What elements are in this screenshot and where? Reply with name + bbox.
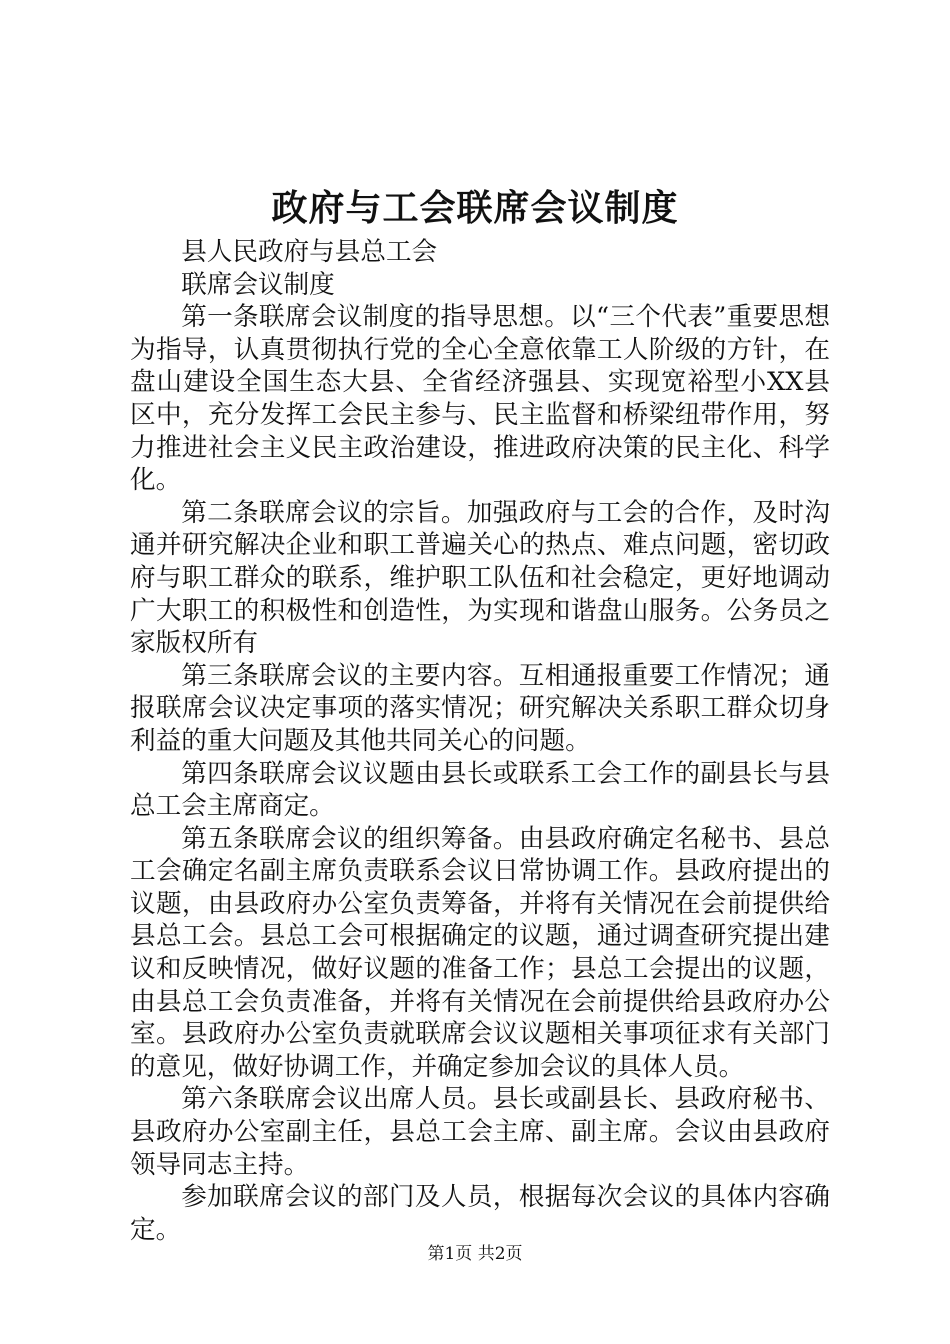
document-title: 政府与工会联席会议制度 (271, 187, 679, 229)
paragraph-participants: 参加联席会议的部门及人员，根据每次会议的具体内容确定。 (130, 1182, 830, 1245)
document-body (130, 236, 830, 1246)
paragraph-article-6: 第六条联席会议出席人员。县长或副县长、县政府秘书、县政府办公室副主任，县总工会主席、副主席。会议由县政府领导同志主持。 (130, 1084, 830, 1180)
paragraph-subtitle-1: 县人民政府与县总工会 (181, 237, 438, 267)
paragraph-article-4: 第四条联席会议议题由县长或联系工会工作的副县长与县总工会主席商定。 (130, 758, 830, 822)
paragraph-article-1: 第一条联席会议制度的指导思想。以“三个代表”重要思想为指导，认真贯彻执行党的全心全意依靠工人阶级的方针，在盘山建设全国生态大县、全省经济强县、实现宽裕型小XX县区中，充分发挥工会民主参与、民主监督和桥梁纽带作用，努力推进社会主义民主政治建设，推进政府决策的民主化、科学化。 (130, 302, 830, 496)
paragraph-article-3: 第三条联席会议的主要内容。互相通报重要工作情况；通报联席会议决定事项的落实情况；研究解决关系职工群众切身利益的重大问题及其他共同关心的问题。 (130, 660, 830, 756)
paragraph-subtitle-2: 联席会议制度 (181, 269, 335, 300)
paragraph-article-5: 第五条联席会议的组织筹备。由县政府确定名秘书、县总工会确定名副主席负责联系会议日常协调工作。县政府提出的议题，由县政府办公室负责筹备，并将有关情况在会前提供给县总工会。县总工会可根据确定的议题，通过调查研究提出建议和反映情况，做好议题的准备工作；县总工会提出的议题，由县总工会负责准备，并将有关情况在会前提供给县政府办公室。县政府办公室负责就联席会议议题相关事项征求有关部门的意见，做好协调工作，并确定参加会议的具体人员。 (130, 823, 830, 1082)
page-footer: 第1页 共2页 (427, 1244, 523, 1264)
paragraph-article-2: 第二条联席会议的宗旨。加强政府与工会的合作，及时沟通并研究解决企业和职工普遍关心的热点、难点问题，密切政府与职工群众的联系，维护职工队伍和社会稳定，更好地调动广大职工的积极性和创造性，为实现和谐盘山服务。公务员之家版权所有 (130, 497, 830, 659)
